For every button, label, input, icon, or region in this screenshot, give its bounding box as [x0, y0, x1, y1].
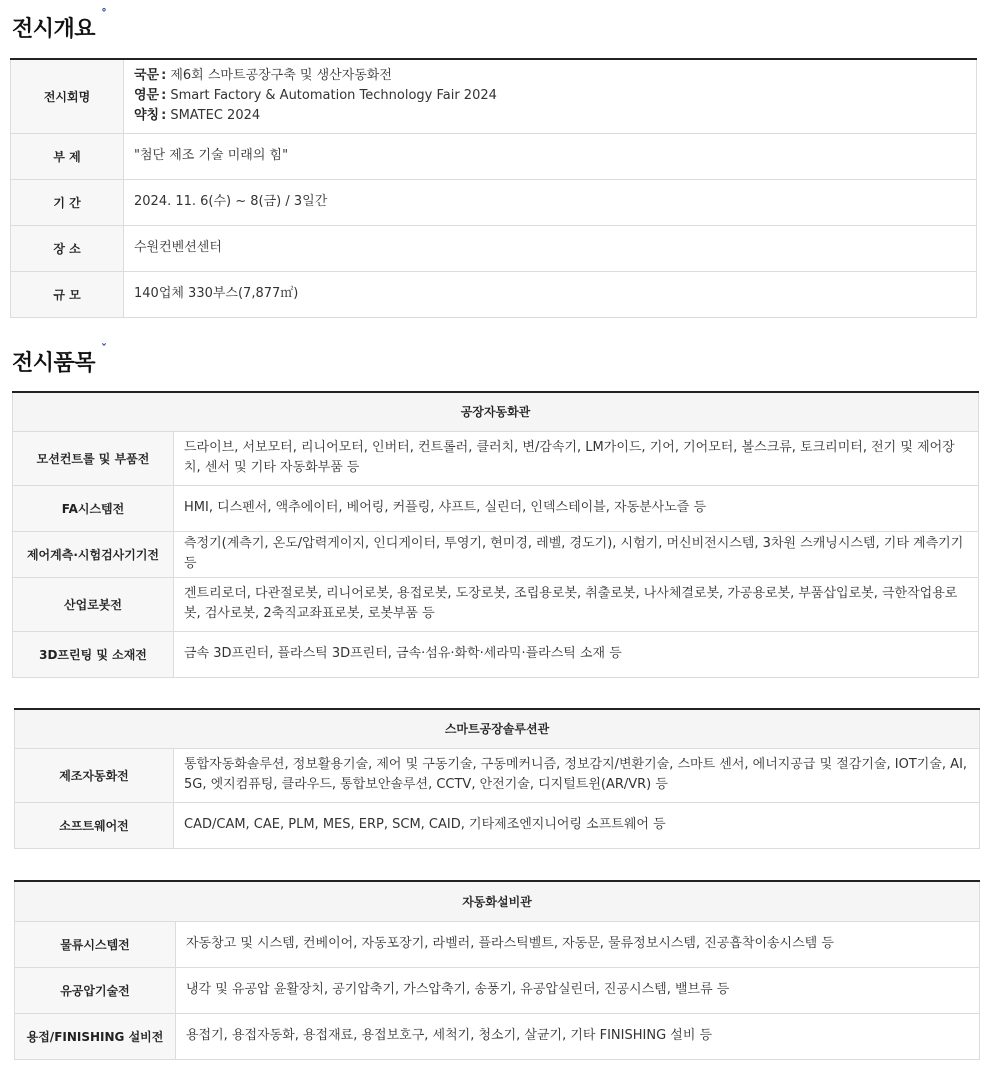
item-label: 유공압기술전 — [15, 967, 176, 1013]
english-name-value: Smart Factory & Automation Technology Fair 2024 — [170, 88, 497, 104]
scale-value: 140업체 330부스(7,877㎡) — [124, 271, 977, 317]
item-value: 겐트리로더, 다관절로봇, 리니어로봇, 용접로봇, 도장로봇, 조립용로봇, 취출로봇, 나사체결로봇, 가공용로봇, 부품삽입로봇, 극한작업용로봇, 검사로봇, 2축직교좌표로봇, 로봇부품 등 — [174, 577, 979, 631]
item-label: 물류시스템전 — [15, 921, 176, 967]
overview-title-text: 전시개요 — [12, 17, 96, 42]
item-label: 모션컨트롤 및 부품전 — [13, 431, 174, 485]
venue-label: 장 소 — [11, 225, 124, 271]
period-value: 2024. 11. 6(수) ~ 8(금) / 3일간 — [124, 179, 977, 225]
abbr-name-value: SMATEC 2024 — [170, 108, 261, 124]
overview-title-mark-icon: ˚ — [101, 8, 107, 22]
items-group-automation-equipment — [14, 880, 980, 1060]
period-label: 기 간 — [11, 179, 124, 225]
item-label: 제어계측·시험검사기기전 — [13, 531, 174, 577]
item-label: 산업로봇전 — [13, 577, 174, 631]
subtitle-label: 부 제 — [11, 133, 124, 179]
item-value: 냉각 및 유공압 윤활장치, 공기압축기, 가스압축기, 송풍기, 유공압실린더, 진공시스템, 밸브류 등 — [176, 967, 980, 1013]
exhibition-name-value: 국문 : 제6회 스마트공장구축 및 생산자동화전 영문 : Smart Factory & Automation Technology Fair 2024 약칭 : SMATEC 2024 — [124, 59, 977, 133]
abbr-name-key: 약칭 — [134, 108, 160, 124]
overview-table — [10, 58, 977, 318]
items-group-factory-automation — [12, 391, 979, 678]
item-value: 금속 3D프린터, 플라스틱 3D프린터, 금속·섬유·화학·세라믹·플라스틱 소재 등 — [174, 631, 979, 677]
item-value: 자동창고 및 시스템, 컨베이어, 자동포장기, 라벨러, 플라스틱벨트, 자동문, 물류정보시스템, 진공흡착이송시스템 등 — [176, 921, 980, 967]
items-title-text: 전시품목 — [12, 351, 96, 376]
item-value: 드라이브, 서보모터, 리니어모터, 인버터, 컨트롤러, 클러치, 변/감속기, LM가이드, 기어, 기어모터, 볼스크류, 토크리미터, 전기 및 제어장치, 센서 및 기타 자동화부품 등 — [174, 431, 979, 485]
exhibition-name-label: 전시회명 — [11, 59, 124, 133]
item-label: 용접/FINISHING 설비전 — [15, 1013, 176, 1059]
english-name-key: 영문 — [134, 88, 160, 104]
group-header: 공장자동화관 — [13, 392, 979, 431]
items-title — [12, 342, 107, 377]
item-value: 통합자동화솔루션, 정보활용기술, 제어 및 구동기술, 구동메커니즘, 정보감지/변환기술, 스마트 센서, 에너지공급 및 절감기술, IOT기술, AI, 5G, 엣지컴퓨팅, 클라우드, 통합보안솔루션, CCTV, 안전기술, 디지털트윈(AR/VR) 등 — [174, 748, 980, 802]
item-label: 소프트웨어전 — [15, 802, 174, 848]
group-header: 스마트공장솔루션관 — [15, 709, 980, 748]
korean-name-value: 제6회 스마트공장구축 및 생산자동화전 — [170, 68, 392, 84]
item-value: CAD/CAM, CAE, PLM, MES, ERP, SCM, CAID, 기타제조엔지니어링 소프트웨어 등 — [174, 802, 980, 848]
scale-label: 규 모 — [11, 271, 124, 317]
item-value: 측정기(계측기, 온도/압력게이지, 인디게이터, 투영기, 현미경, 레벨, 경도기), 시험기, 머신비전시스템, 3차원 스캐닝시스템, 기타 계측기기 등 — [174, 531, 979, 577]
items-title-mark-icon: ˇ — [101, 342, 107, 356]
item-label: 3D프린팅 및 소재전 — [13, 631, 174, 677]
item-label: 제조자동화전 — [15, 748, 174, 802]
item-value: 용접기, 용접자동화, 용접재료, 용접보호구, 세척기, 청소기, 살균기, 기타 FINISHING 설비 등 — [176, 1013, 980, 1059]
subtitle-value: "첨단 제조 기술 미래의 힘" — [124, 133, 977, 179]
group-header: 자동화설비관 — [15, 881, 980, 921]
items-group-smart-factory — [14, 708, 980, 849]
venue-value: 수원컨벤션센터 — [124, 225, 977, 271]
overview-title — [12, 8, 107, 43]
korean-name-key: 국문 — [134, 68, 160, 84]
item-label: FA시스템전 — [13, 485, 174, 531]
item-value: HMI, 디스펜서, 액추에이터, 베어링, 커플링, 샤프트, 실린더, 인덱스테이블, 자동분사노즐 등 — [174, 485, 979, 531]
